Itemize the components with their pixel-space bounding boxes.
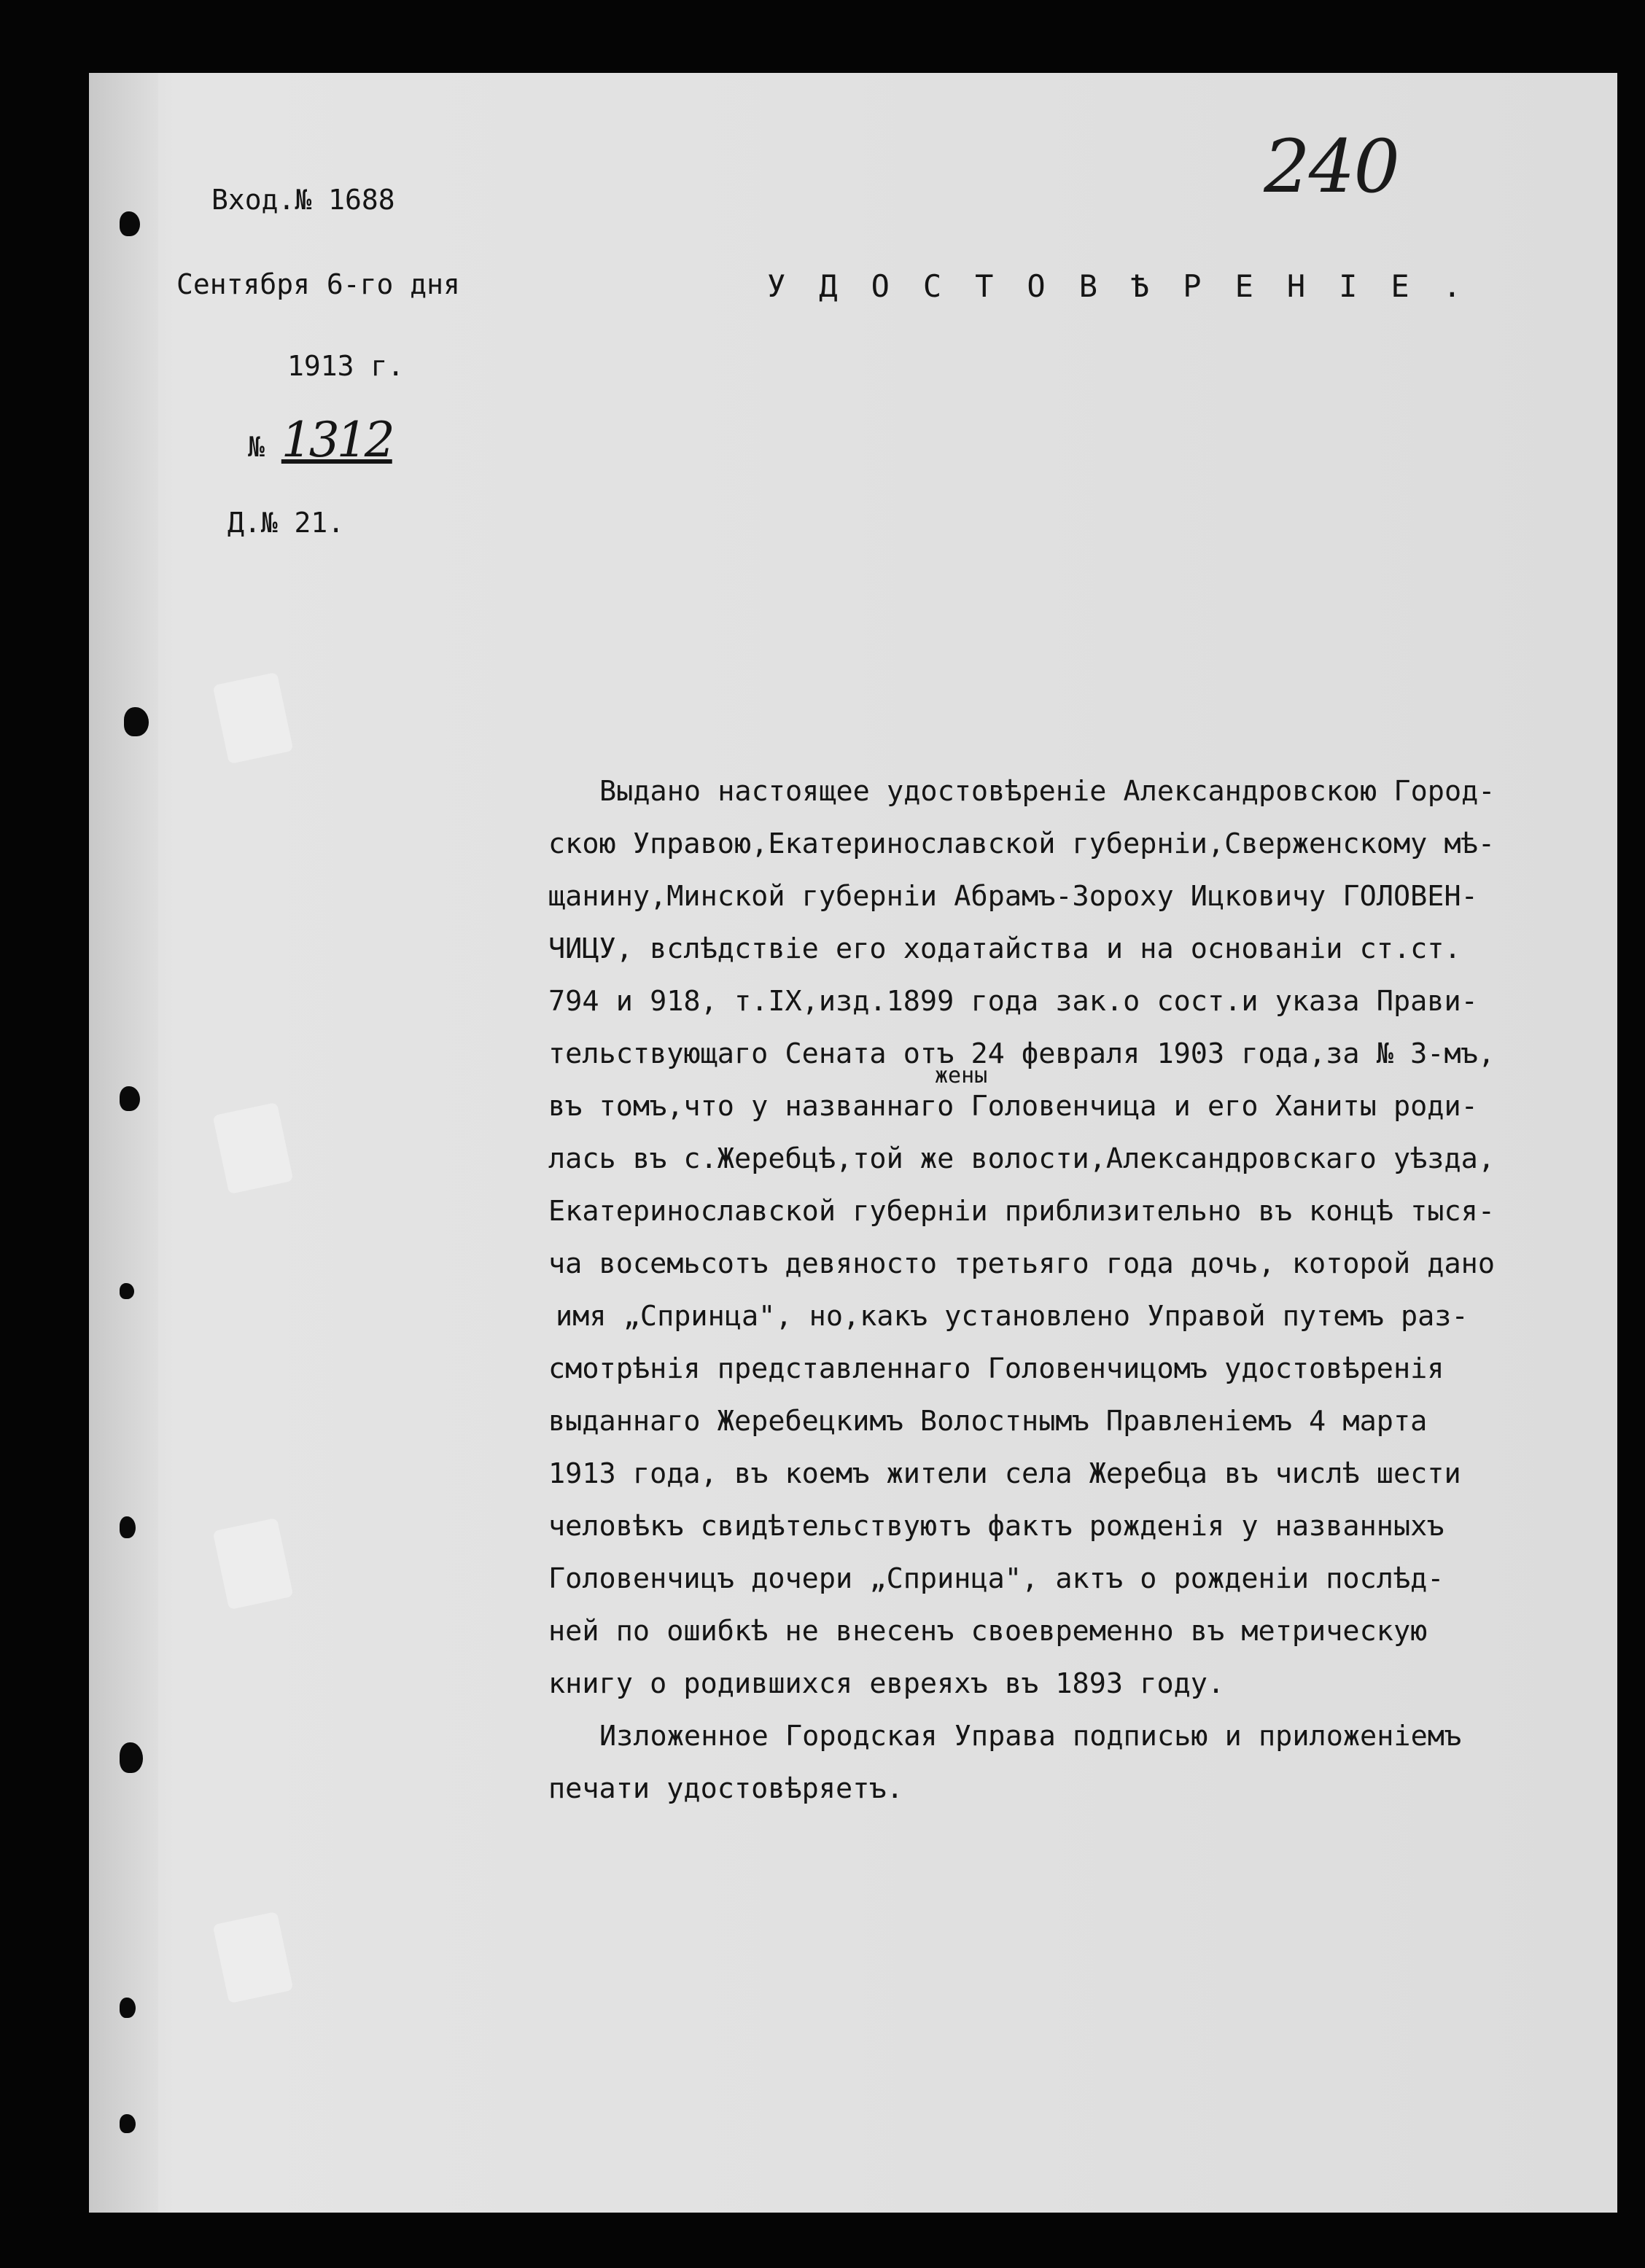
closing-line: Изложенное Городская Управа подписью и приложенiемъ [599,1720,1462,1753]
binding-hole-mark [124,707,149,736]
registration-date: Сентября 6-го дня [176,268,460,300]
archive-page-number: 240 [1264,124,1399,209]
document-page [89,73,1617,2213]
body-line: 1913 года, въ коемъ жители села Жеребца въ числѣ шести [548,1457,1461,1490]
number-label: № [248,431,265,463]
body-line: ча восемьсотъ девяносто третьяго года дочь, которой дано [548,1247,1496,1280]
body-line: выданнаго Жеребецкимъ Волостнымъ Правленiемъ 4 марта [548,1405,1428,1438]
bleed-through-stain [213,1102,294,1194]
bleed-through-stain [213,1518,294,1610]
binding-hole-mark [120,1283,134,1299]
body-line: въ томъ,что у названнаго Головенчица и его Ханиты роди- [548,1090,1478,1123]
body-line: человѣкъ свидѣтельствуютъ фактъ рожденiя у названныхъ [548,1510,1444,1543]
document-title: УДОСТОВѢРЕНIЕ. [767,268,1496,304]
body-line: лась въ с.Жеребцѣ,той же волости,Александровскаго уѣзда, [548,1142,1496,1175]
body-line: тельствующаго Сената отъ 24 февраля 1903 года,за № 3-мъ, [548,1037,1496,1070]
page-binding-edge [89,73,158,2213]
binding-hole-mark [120,1998,136,2018]
body-line: книгу о родившихся евреяхъ въ 1893 году. [548,1667,1225,1700]
body-line: 794 и 918, т.IX,изд.1899 года зак.о сост.и указа Прави- [548,985,1478,1018]
body-line: щанину,Минской губернiи Абрамъ-Зороху Ицковичу ГОЛОВЕН- [548,880,1478,913]
body-line: ней по ошибкѣ не внесенъ своевременно въ метрическую [548,1615,1428,1648]
body-line: имя „Спринца", но,какъ установлено Управой путемъ раз- [556,1300,1469,1333]
binding-hole-mark [120,1086,140,1111]
bleed-through-stain [213,1912,294,2003]
binding-hole-mark [120,1742,143,1773]
body-line: Выдано настоящее удостовѣренiе Александровскою Город- [599,775,1496,808]
closing-line: печати удостовѣряетъ. [548,1772,903,1805]
body-line: Екатеринославской губернiи приблизительно въ концѣ тыся- [548,1195,1496,1228]
binding-hole-mark [120,211,140,236]
body-line: смотрѣнiя представленнаго Головенчицомъ удостовѣренiя [548,1352,1444,1385]
document-body [548,765,1613,1815]
body-line: скою Управою,Екатеринославской губернiи,Сверженскому мѣ- [548,827,1496,860]
registration-number [248,412,392,468]
registration-year: 1913 г. [287,350,405,382]
insertion-above-line: жены [935,1063,988,1088]
body-line: ЧИЦУ, вслѣдствiе его ходатайства и на основанiи ст.ст. [548,932,1461,965]
entry-number: Вход.№ 1688 [211,184,395,216]
binding-hole-mark [120,2114,136,2133]
file-number: Д.№ 21. [228,507,345,539]
binding-hole-mark [120,1516,136,1538]
body-line: Головенчицъ дочери „Спринца", актъ о рожденiи послѣд- [548,1562,1444,1595]
bleed-through-stain [213,672,294,764]
number-value: 1312 [281,412,392,468]
